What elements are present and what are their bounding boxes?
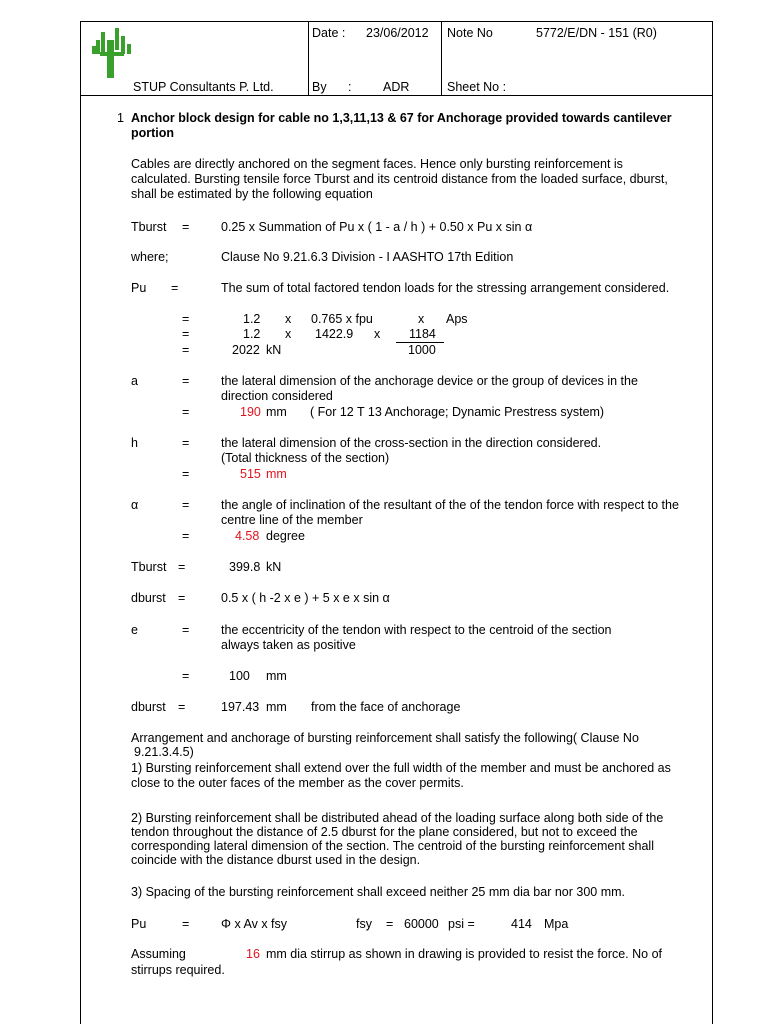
e-definition-line2: always taken as positive bbox=[221, 638, 356, 652]
fsy-value: 60000 bbox=[404, 917, 439, 931]
pu-calc-row2-x2: x bbox=[374, 327, 381, 341]
header-divider-1 bbox=[308, 21, 309, 95]
dburst-result-note: from the face of anchorage bbox=[311, 700, 461, 714]
rule2-line1: 2) Bursting reinforcement shall be distributed ahead of the loading surface along both side of the bbox=[131, 811, 664, 825]
dburst-result-label: dburst bbox=[131, 700, 166, 714]
tburst-label: Tburst bbox=[131, 220, 167, 234]
assuming-value: 16 bbox=[246, 947, 260, 961]
rule1-line2: close to the outer faces of the member as the cover permits. bbox=[131, 776, 464, 790]
pu-calc-row3-a: 2022 bbox=[232, 343, 260, 357]
pu-calc-row1-c: Aps bbox=[446, 312, 468, 326]
pu-calc-row3-c: 1000 bbox=[408, 343, 436, 357]
e-eq: = bbox=[182, 623, 190, 637]
alpha-definition-line2: centre line of the member bbox=[221, 513, 363, 527]
h-label: h bbox=[131, 436, 138, 450]
h-eq2: = bbox=[182, 467, 190, 481]
h-value: 515 bbox=[240, 467, 261, 481]
e-eq2: = bbox=[182, 669, 190, 683]
pu-calc-row2-b: 1422.9 bbox=[315, 327, 354, 341]
a-definition-line2: direction considered bbox=[221, 389, 333, 403]
h-definition-line2: (Total thickness of the section) bbox=[221, 451, 390, 465]
rule2-line3: corresponding lateral dimension of the section. The centroid of the bursting reinforcement shall bbox=[131, 839, 654, 853]
e-label: e bbox=[131, 623, 138, 637]
assuming-text: mm dia stirrup as shown in drawing is provided to resist the force. No of bbox=[266, 947, 663, 961]
pu-calc-row3-unit: kN bbox=[266, 343, 282, 357]
a-value: 190 bbox=[240, 405, 261, 419]
e-unit: mm bbox=[266, 669, 287, 683]
header-border-bottom bbox=[80, 95, 713, 96]
tburst-result-eq: = bbox=[178, 560, 186, 574]
h-eq: = bbox=[182, 436, 190, 450]
by-value: ADR bbox=[383, 80, 410, 94]
date-label: Date : bbox=[312, 26, 346, 40]
rule1-line1: 1) Bursting reinforcement shall extend over the full width of the member and must be anchored as bbox=[131, 761, 671, 775]
pu-label: Pu bbox=[131, 281, 147, 295]
rule2-line2: tendon throughout the distance of 2.5 dburst for the plane considered, but not to exceed the bbox=[131, 825, 638, 839]
dburst-label: dburst bbox=[131, 591, 166, 605]
alpha-unit: degree bbox=[266, 529, 305, 543]
dburst-result-value: 197.43 bbox=[221, 700, 260, 714]
rule3: 3) Spacing of the bursting reinforcement shall exceed neither 25 mm dia bar nor 300 mm. bbox=[131, 885, 626, 899]
h-definition-line1: the lateral dimension of the cross-section in the direction considered. bbox=[221, 436, 602, 450]
alpha-eq2: = bbox=[182, 529, 190, 543]
a-definition-line1: the lateral dimension of the anchorage device or the group of devices in the bbox=[221, 374, 638, 388]
dburst-result-eq: = bbox=[178, 700, 186, 714]
dburst-eq: = bbox=[178, 591, 186, 605]
pu-calc-row2-x1: x bbox=[285, 327, 292, 341]
tburst-formula: 0.25 x Summation of Pu x ( 1 - a / h ) + 0.50 x Pu x sin α bbox=[221, 220, 533, 234]
pu-capacity-eq: = bbox=[182, 917, 190, 931]
e-definition-line1: the eccentricity of the tendon with respect to the centroid of the section bbox=[221, 623, 612, 637]
company-name: STUP Consultants P. Ltd. bbox=[133, 80, 274, 94]
pu-calc-row2-a: 1.2 bbox=[243, 327, 261, 341]
fsy-unit: psi = bbox=[448, 917, 475, 931]
where-text: Clause No 9.21.6.3 Division - I AASHTO 17th Edition bbox=[221, 250, 514, 264]
pu-eq: = bbox=[171, 281, 179, 295]
pu-calc-row1-eq: = bbox=[182, 312, 190, 326]
fsy-label: fsy bbox=[356, 917, 372, 931]
section-number: 1 bbox=[117, 111, 124, 125]
tburst-result-value: 399.8 bbox=[229, 560, 261, 574]
arrangement-line1: Arrangement and anchorage of bursting reinforcement shall satisfy the following( Clause No bbox=[131, 731, 639, 745]
date-value: 23/06/2012 bbox=[366, 26, 429, 40]
pu-calc-row1-b: 0.765 x fpu bbox=[311, 312, 373, 326]
page-border-left bbox=[80, 21, 81, 1024]
tburst-result-unit: kN bbox=[266, 560, 282, 574]
alpha-label: α bbox=[131, 498, 139, 512]
e-value: 100 bbox=[229, 669, 250, 683]
company-logo-icon bbox=[92, 26, 134, 78]
tburst-eq: = bbox=[182, 220, 190, 234]
a-label: a bbox=[131, 374, 138, 388]
dburst-result-unit: mm bbox=[266, 700, 287, 714]
a-unit: mm bbox=[266, 405, 287, 419]
a-eq2: = bbox=[182, 405, 190, 419]
by-colon: : bbox=[348, 80, 352, 94]
h-unit: mm bbox=[266, 467, 287, 481]
a-eq: = bbox=[182, 374, 190, 388]
pu-calc-row1-x2: x bbox=[418, 312, 425, 326]
pu-calc-row2-c: 1184 bbox=[409, 327, 436, 341]
assuming-label: Assuming bbox=[131, 947, 186, 961]
intro-line3: shall be estimated by the following equation bbox=[131, 187, 373, 201]
alpha-definition-line1: the angle of inclination of the resultant of the of the tendon force with respect to the bbox=[221, 498, 679, 512]
assuming-line2: stirrups required. bbox=[131, 963, 225, 977]
intro-line2: calculated. Bursting tensile force Tburst and its centroid distance from the loaded surface, dburst, bbox=[131, 172, 668, 186]
sheet-label: Sheet No : bbox=[447, 80, 507, 94]
pu-capacity-label: Pu bbox=[131, 917, 147, 931]
page-border-right bbox=[712, 21, 713, 1024]
alpha-value: 4.58 bbox=[235, 529, 260, 543]
section-title-line1: Anchor block design for cable no 1,3,11,13 & 67 for Anchorage provided towards cantilever bbox=[131, 111, 672, 125]
pu-calc-row2-eq: = bbox=[182, 327, 190, 341]
pu-capacity-formula: Φ x Av x fsy bbox=[221, 917, 288, 931]
mpa-unit: Mpa bbox=[544, 917, 569, 931]
pu-calc-row3-eq: = bbox=[182, 343, 190, 357]
fsy-eq: = bbox=[386, 917, 394, 931]
rule2-line4: coincide with the distance dburst used in the design. bbox=[131, 853, 421, 867]
mpa-value: 414 bbox=[511, 917, 532, 931]
where-label: where; bbox=[131, 250, 169, 264]
section-title-line2: portion bbox=[131, 126, 175, 140]
pu-definition: The sum of total factored tendon loads for the stressing arrangement considered. bbox=[221, 281, 670, 295]
intro-line1: Cables are directly anchored on the segment faces. Hence only bursting reinforcement is bbox=[131, 157, 623, 171]
header-divider-2 bbox=[441, 21, 442, 95]
note-label: Note No bbox=[447, 26, 493, 40]
a-note: ( For 12 T 13 Anchorage; Dynamic Prestress system) bbox=[310, 405, 605, 419]
by-label: By bbox=[312, 80, 327, 94]
dburst-formula: 0.5 x ( h -2 x e ) + 5 x e x sin α bbox=[221, 591, 390, 605]
arrangement-line2: 9.21.3.4.5) bbox=[134, 745, 194, 759]
note-value: 5772/E/DN - 151 (R0) bbox=[536, 26, 657, 40]
tburst-result-label: Tburst bbox=[131, 560, 167, 574]
header-border-top bbox=[80, 21, 713, 22]
pu-calc-row1-a: 1.2 bbox=[243, 312, 261, 326]
alpha-eq: = bbox=[182, 498, 190, 512]
pu-calc-row1-x1: x bbox=[285, 312, 292, 326]
